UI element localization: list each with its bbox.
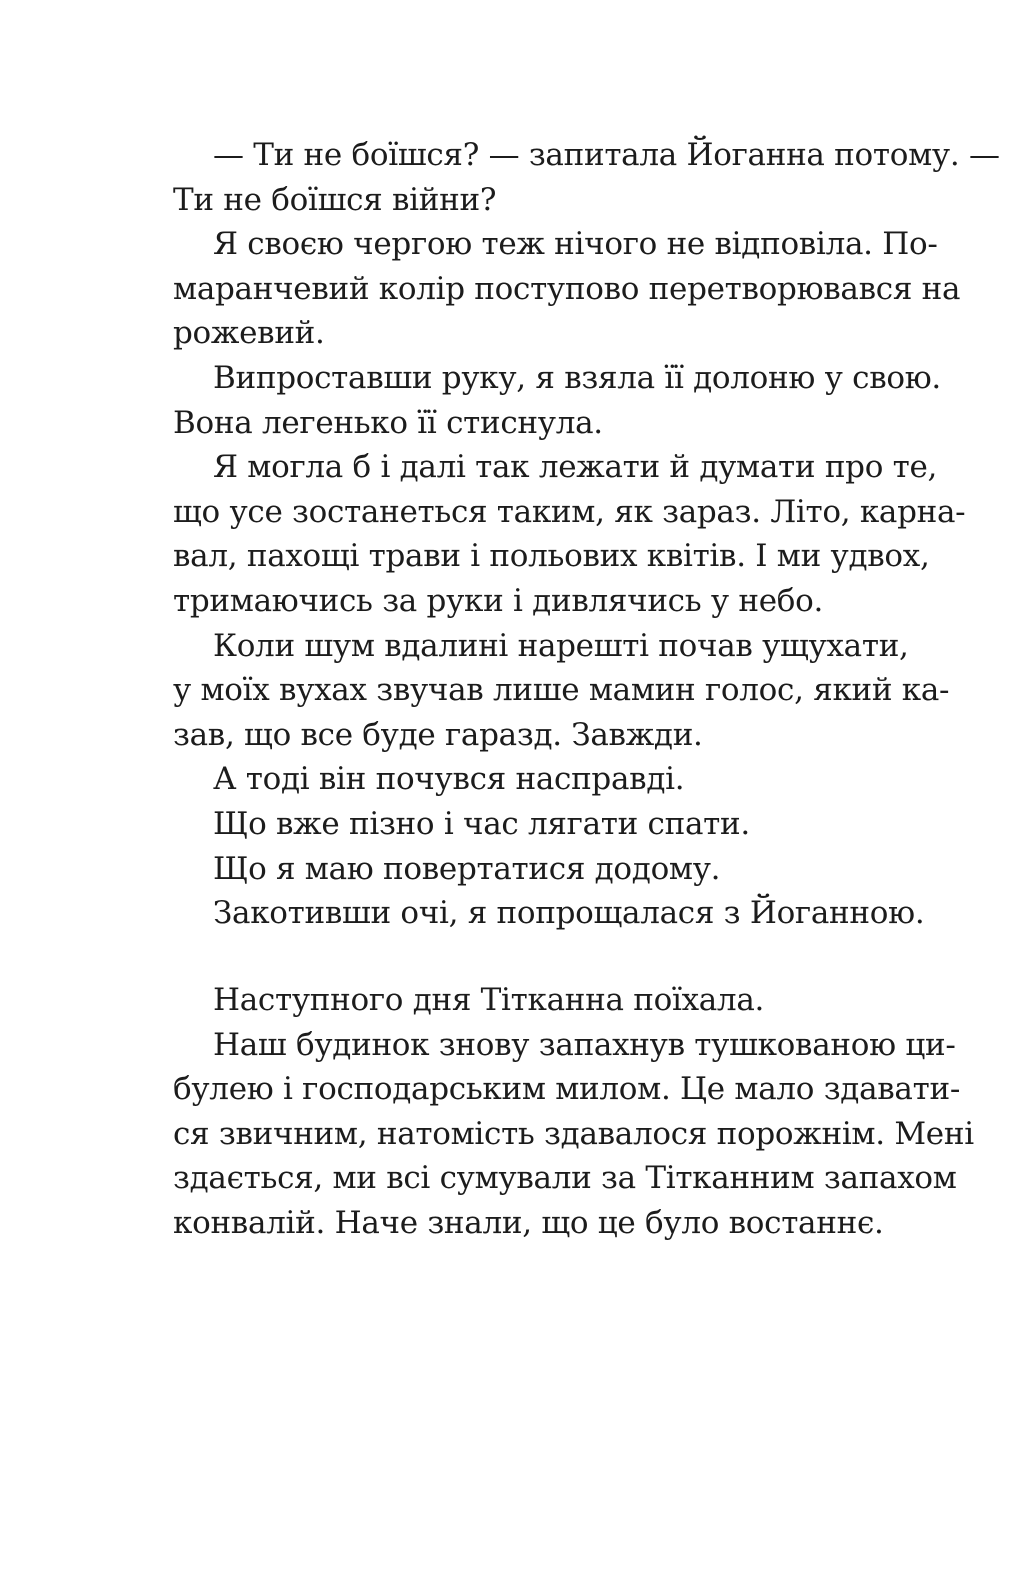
text-line: рожевий. — [173, 315, 325, 352]
text-block-1 — [173, 133, 1000, 936]
text-line: — Ти не боїшся? — запитала Йоганна потому. — — [213, 137, 1000, 173]
text-line: ся звичним, натомість здавалося порожнім. Мені — [173, 1115, 974, 1152]
text-line: Наш будинок знову запахнув тушкованою ци- — [213, 1026, 956, 1063]
text-line: маранчевий колір поступово перетворювався на — [173, 270, 961, 307]
text-line: конвалій. Наче знали, що це було востаннє. — [173, 1204, 884, 1241]
text-line: Закотивши очі, я попрощалася з Йоганною. — [213, 895, 925, 932]
text-line: Що я маю повертатися додому. — [213, 850, 721, 887]
text-line: Наступного дня Тітканна поїхала. — [213, 982, 765, 1018]
text-line: А тоді він почувся насправді. — [213, 761, 685, 798]
text-line: Ти не боїшся війни? — [173, 181, 497, 218]
text-line: вал, пахощі трави і польових квітів. І ми удвох, — [173, 538, 930, 575]
text-line: Що вже пізно і час лягати спати. — [213, 805, 750, 842]
text-line: що усе зостанеться таким, як зараз. Літо, карна- — [173, 493, 966, 530]
text-line: зав, що все буде гаразд. Завжди. — [173, 716, 703, 753]
text-line: Випроставши руку, я взяла її долоню у свою. — [213, 359, 941, 396]
text-line: у моїх вухах звучав лише мамин голос, який ка- — [173, 672, 950, 709]
text-block-2 — [173, 978, 974, 1246]
text-line: Коли шум вдалині нарешті почав ущухати, — [213, 627, 909, 664]
text-line: здається, ми всі сумували за Тітканним запахом — [173, 1160, 957, 1197]
text-line: Я своєю чергою теж нічого не відповіла. По- — [213, 226, 938, 263]
text-line: булею і господарським милом. Це мало здавати- — [173, 1071, 960, 1108]
text-line: Я могла б і далі так лежати й думати про те, — [213, 449, 938, 486]
text-line: Вона легенько її стиснула. — [173, 404, 603, 441]
text-line: тримаючись за руки і дивлячись у небо. — [173, 582, 824, 619]
